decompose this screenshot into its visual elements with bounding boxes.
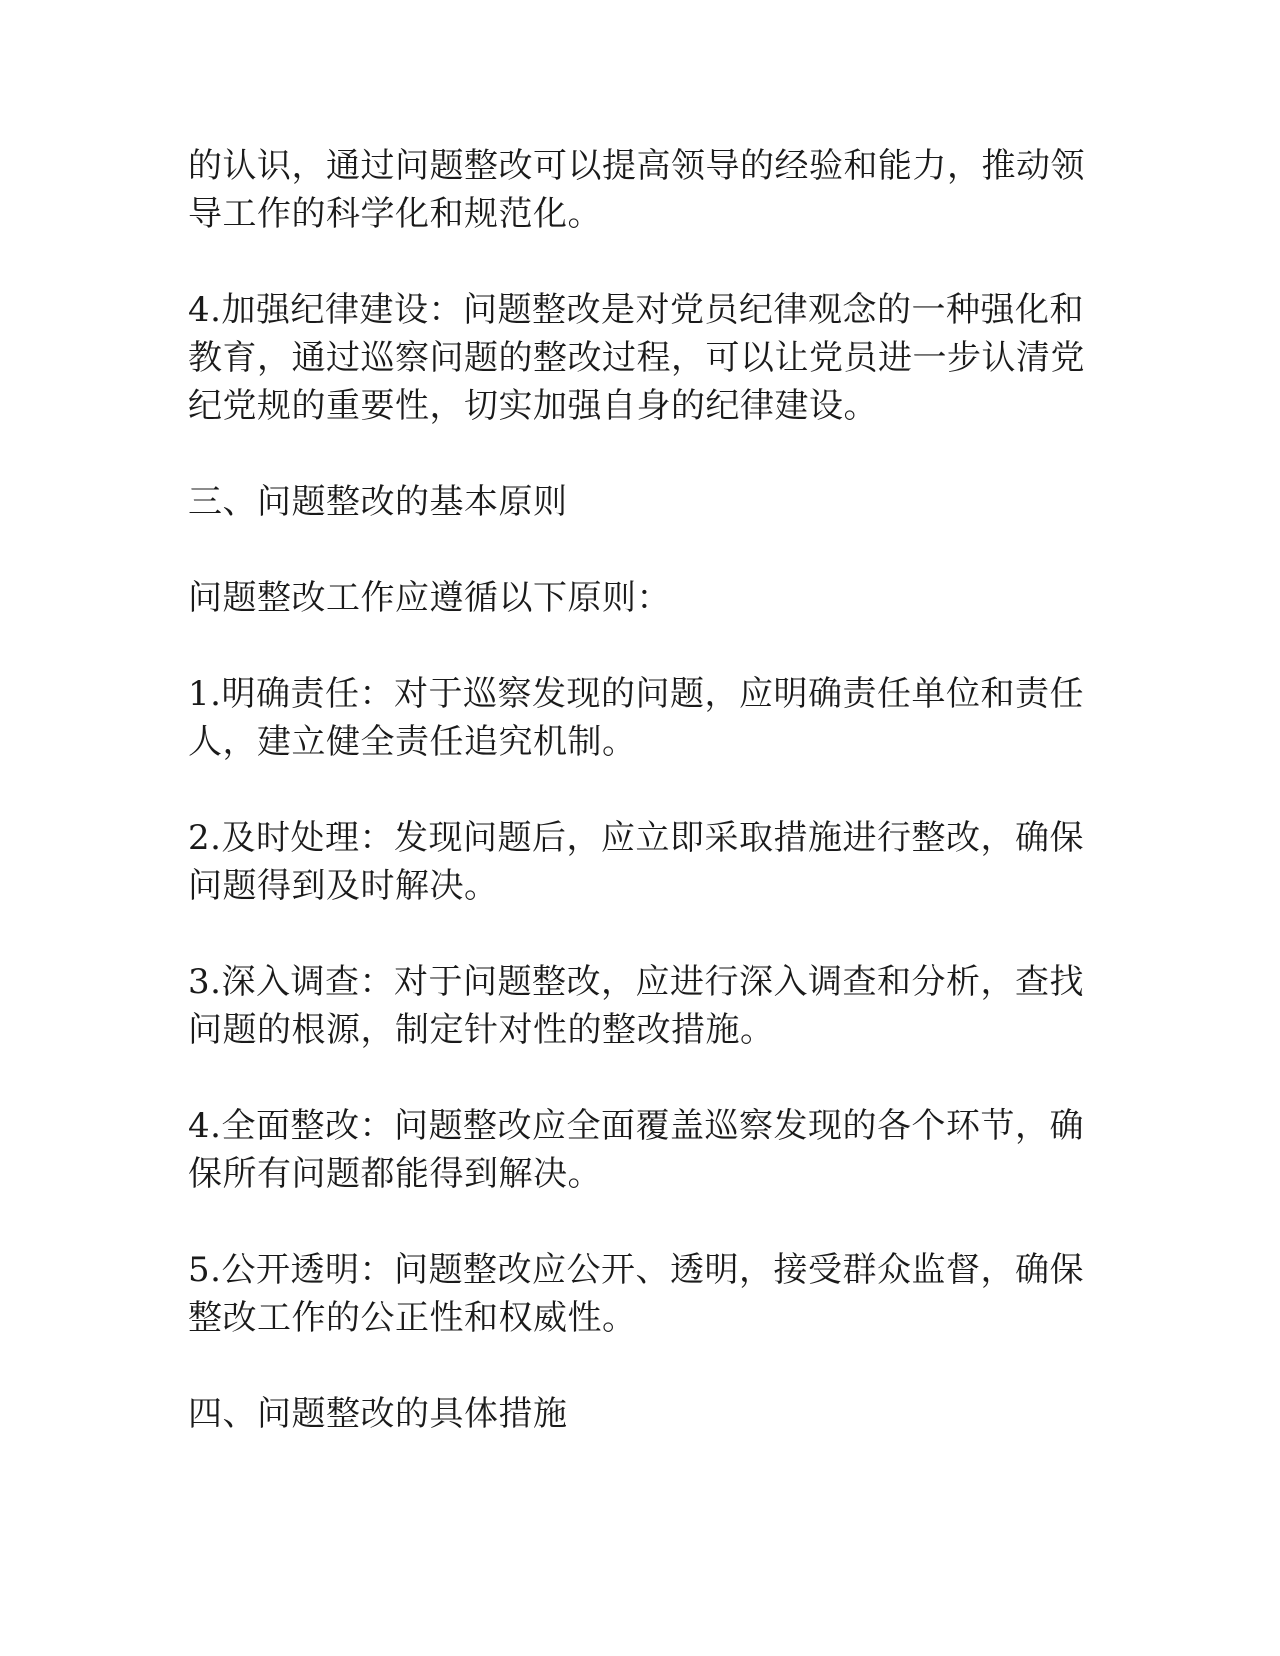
- paragraph-spacer: [188, 1198, 1093, 1246]
- paragraph-spacer: [188, 622, 1093, 670]
- paragraph-spacer: [188, 1054, 1093, 1102]
- paragraph-leadership-continuation: 的认识，通过问题整改可以提高领导的经验和能力，推动领导工作的科学化和规范化。: [188, 146, 1085, 234]
- list-item-timely-handling: 2.及时处理：发现问题后，应立即采取措施进行整改，确保问题得到及时解决。: [188, 818, 1084, 906]
- paragraph-spacer: [188, 526, 1093, 574]
- list-item-in-depth-investigation: 3.深入调查：对于问题整改，应进行深入调查和分析，查找问题的根源，制定针对性的整改措施。: [188, 962, 1084, 1050]
- list-item-openness-transparency: 5.公开透明：问题整改应公开、透明，接受群众监督，确保整改工作的公正性和权威性。: [188, 1250, 1084, 1338]
- list-item-comprehensive-rectification: 4.全面整改：问题整改应全面覆盖巡察发现的各个环节，确保所有问题都能得到解决。: [188, 1106, 1084, 1194]
- section-heading-basic-principles: 三、问题整改的基本原则: [188, 482, 568, 522]
- paragraph-spacer: [188, 910, 1093, 958]
- paragraph-spacer: [188, 766, 1093, 814]
- document-body: [188, 142, 1093, 1438]
- list-item-clear-responsibility: 1.明确责任：对于巡察发现的问题，应明确责任单位和责任人，建立健全责任追究机制。: [188, 674, 1084, 762]
- paragraph-spacer: [188, 1342, 1093, 1390]
- paragraph-principles-intro: 问题整改工作应遵循以下原则：: [188, 578, 671, 618]
- paragraph-discipline-building: 4.加强纪律建设：问题整改是对党员纪律观念的一种强化和教育，通过巡察问题的整改过程，可以让党员进一步认清党纪党规的重要性，切实加强自身的纪律建设。: [188, 290, 1085, 426]
- paragraph-spacer: [188, 430, 1093, 478]
- paragraph-spacer: [188, 238, 1093, 286]
- section-heading-specific-measures: 四、问题整改的具体措施: [188, 1394, 568, 1434]
